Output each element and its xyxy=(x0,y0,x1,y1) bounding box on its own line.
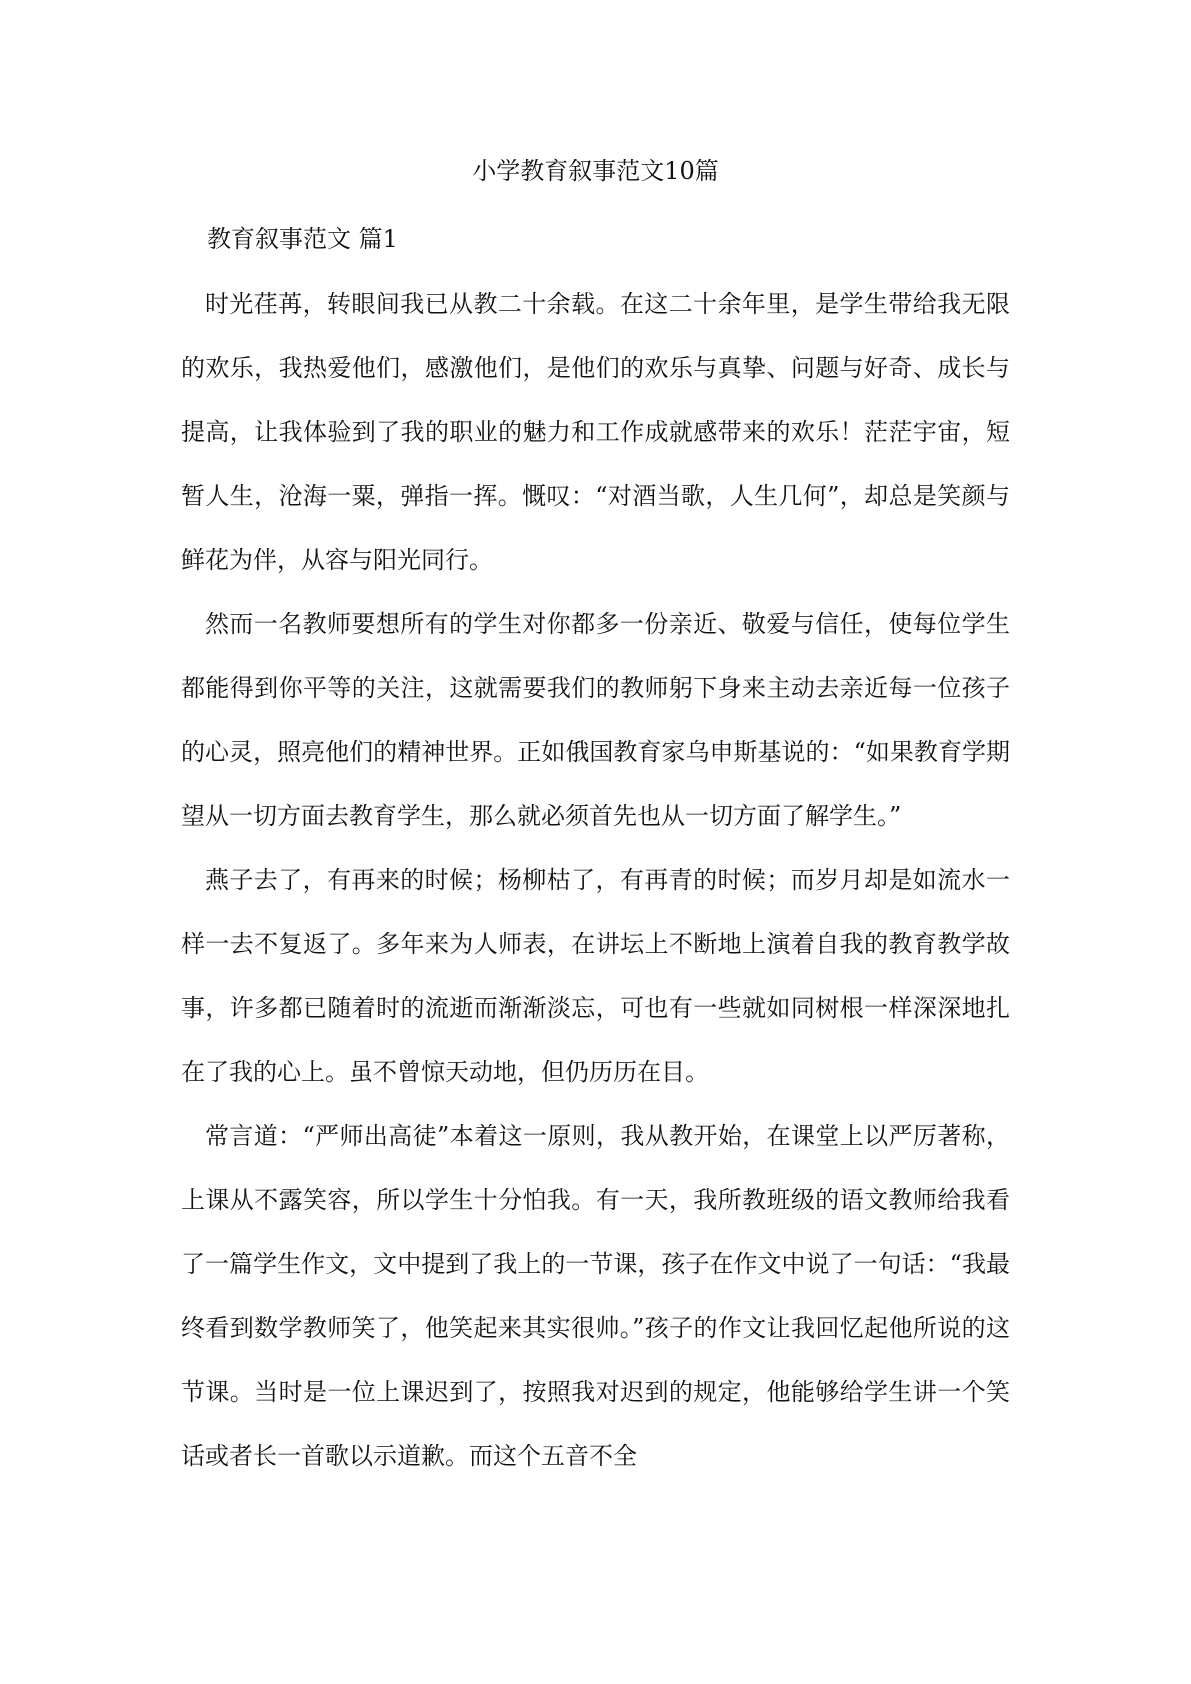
document-title: 小学教育叙事范文10篇 xyxy=(472,157,719,185)
paragraph: 然而一名教师要想所有的学生对你都多一份亲近、敬爱与信任，使每位学生都能得到你平等的关注，这就需要我们的教师躬下身来主动去亲近每一位孩子的心灵，照亮他们的精神世界。正如俄国教育家乌申斯基说的：“如果教育学期望从一切方面去教育学生，那么就必须首先也从一切方面了解学生。” xyxy=(181,610,1010,830)
document-body xyxy=(181,272,1010,1488)
paragraph: 时光荏苒，转眼间我已从教二十余载。在这二十余年里，是学生带给我无限的欢乐，我热爱他们，感激他们，是他们的欢乐与真挚、问题与好奇、成长与提高，让我体验到了我的职业的魅力和工作成就感带来的欢乐！茫茫宇宙，短暂人生，沧海一粟，弹指一挥。慨叹：“对酒当歌，人生几何”，却总是笑颜与鲜花为伴，从容与阳光同行。 xyxy=(181,290,1010,574)
paragraph: 燕子去了，有再来的时候；杨柳枯了，有再青的时候；而岁月却是如流水一样一去不复返了。多年来为人师表，在讲坛上不断地上演着自我的教育教学故事，许多都已随着时的流逝而渐渐淡忘，可也有一些就如同树根一样深深地扎在了我的心上。虽不曾惊天动地，但仍历历在目。 xyxy=(181,866,1010,1086)
paragraph: 常言道：“严师出高徒”本着这一原则，我从教开始，在课堂上以严厉著称，上课从不露笑容，所以学生十分怕我。有一天，我所教班级的语文教师给我看了一篇学生作文，文中提到了我上的一节课，孩子在作文中说了一句话：“我最终看到数学教师笑了，他笑起来其实很帅。”孩子的作文让我回忆起他所说的这节课。当时是一位上课迟到了，按照我对迟到的规定，他能够给学生讲一个笑话或者长一首歌以示道歉。而这个五音不全 xyxy=(181,1122,1010,1470)
section-heading: 教育叙事范文 篇1 xyxy=(207,225,398,253)
